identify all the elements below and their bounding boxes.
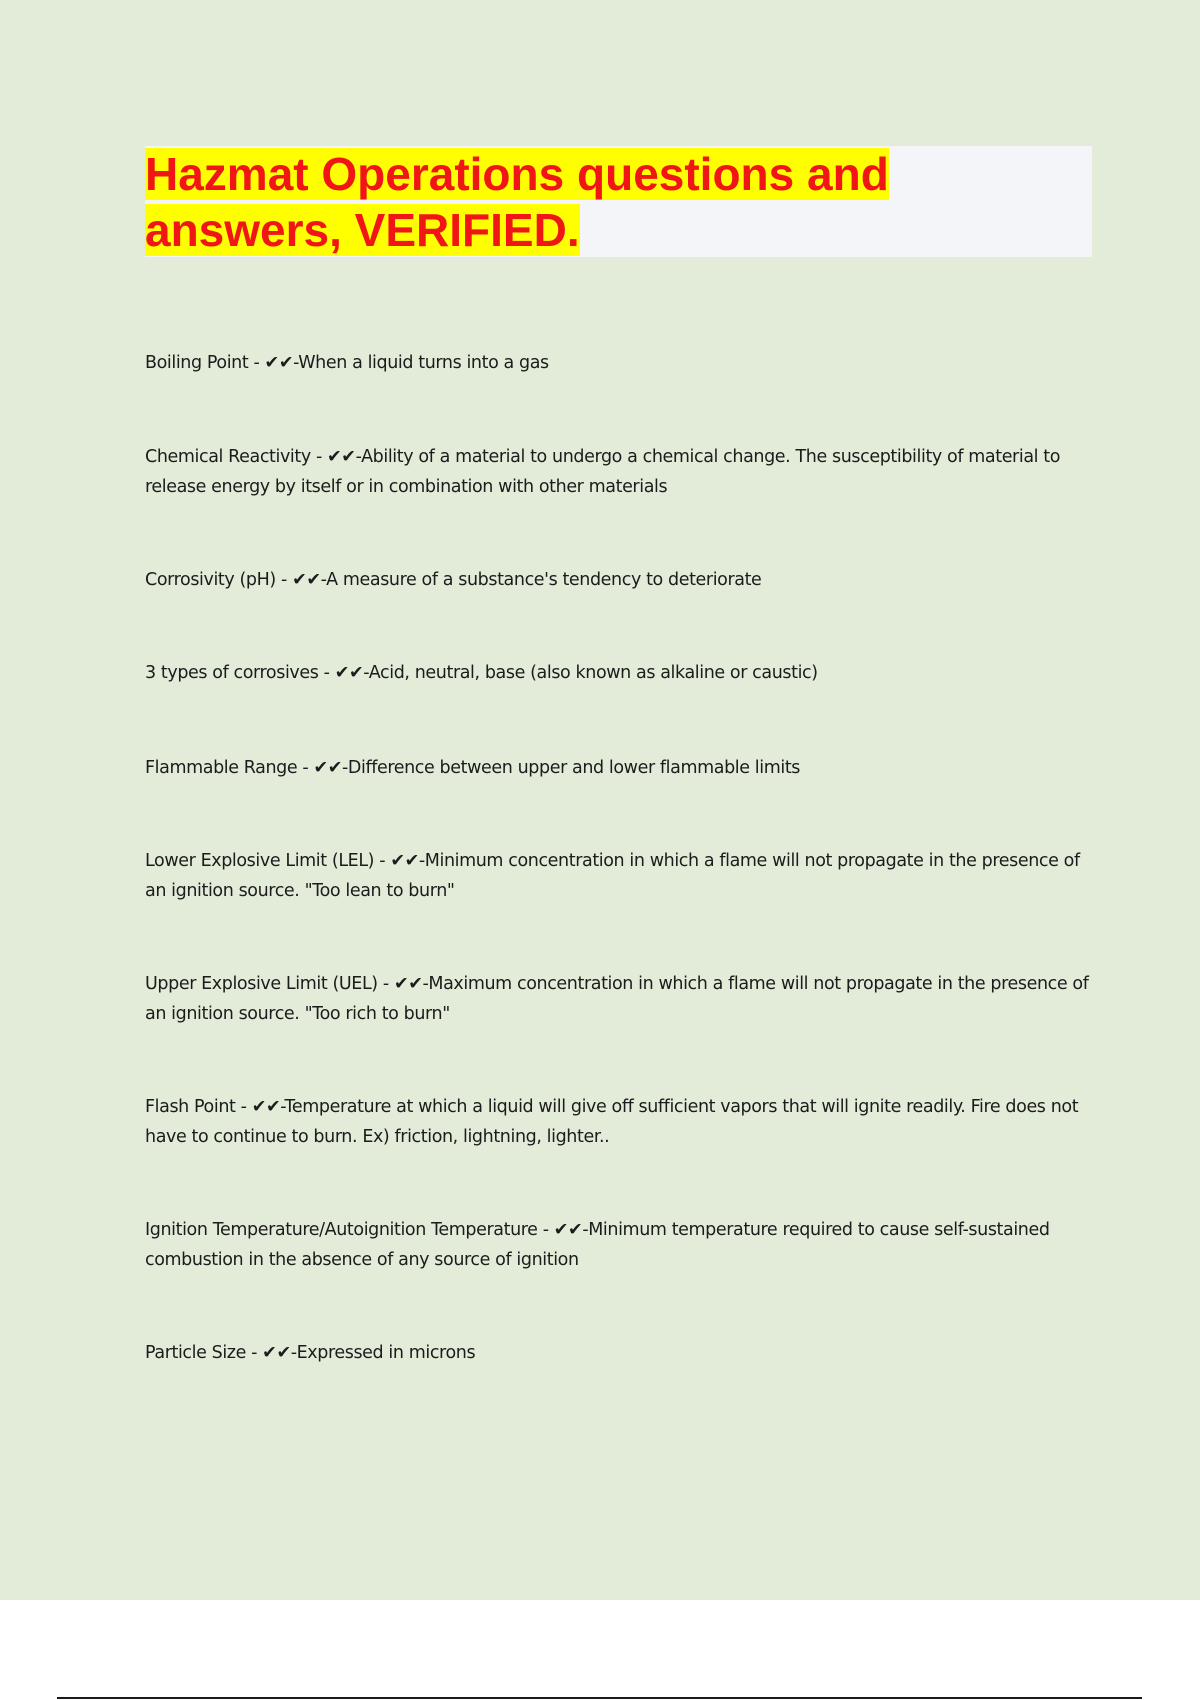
qa-item: Lower Explosive Limit (LEL) - ✔✔-Minimum concentration in which a flame will not propagate in the presence of an ignition source. "Too lean to burn": [145, 851, 1080, 901]
qa-item: Particle Size - ✔✔-Expressed in microns: [145, 1343, 476, 1363]
qa-item: Flammable Range - ✔✔-Difference between upper and lower flammable limits: [145, 758, 800, 778]
qa-item: Ignition Temperature/Autoignition Temperature - ✔✔-Minimum temperature required to cause self-sustained combustion in the absence of any source of ignition: [145, 1220, 1050, 1270]
qa-item: 3 types of corrosives - ✔✔-Acid, neutral, base (also known as alkaline or caustic): [145, 663, 818, 683]
document-title: [145, 146, 945, 258]
qa-item: Corrosivity (pH) - ✔✔-A measure of a substance's tendency to deteriorate: [145, 570, 762, 590]
qa-item: Upper Explosive Limit (UEL) - ✔✔-Maximum concentration in which a flame will not propagate in the presence of an ignition source. "Too rich to burn": [145, 974, 1089, 1024]
qa-item: Boiling Point - ✔✔-When a liquid turns into a gas: [145, 353, 549, 373]
footer-divider: [57, 1697, 1142, 1699]
qa-item: Flash Point - ✔✔-Temperature at which a liquid will give off sufficient vapors that will ignite readily. Fire does not have to continue to burn. Ex) friction, lightning, lighter..: [145, 1097, 1079, 1147]
title-highlight: Hazmat Operations questions and answers, VERIFIED.: [145, 148, 889, 256]
qa-item: Chemical Reactivity - ✔✔-Ability of a material to undergo a chemical change. The susceptibility of material to release energy by itself or in combination with other materials: [145, 447, 1061, 497]
